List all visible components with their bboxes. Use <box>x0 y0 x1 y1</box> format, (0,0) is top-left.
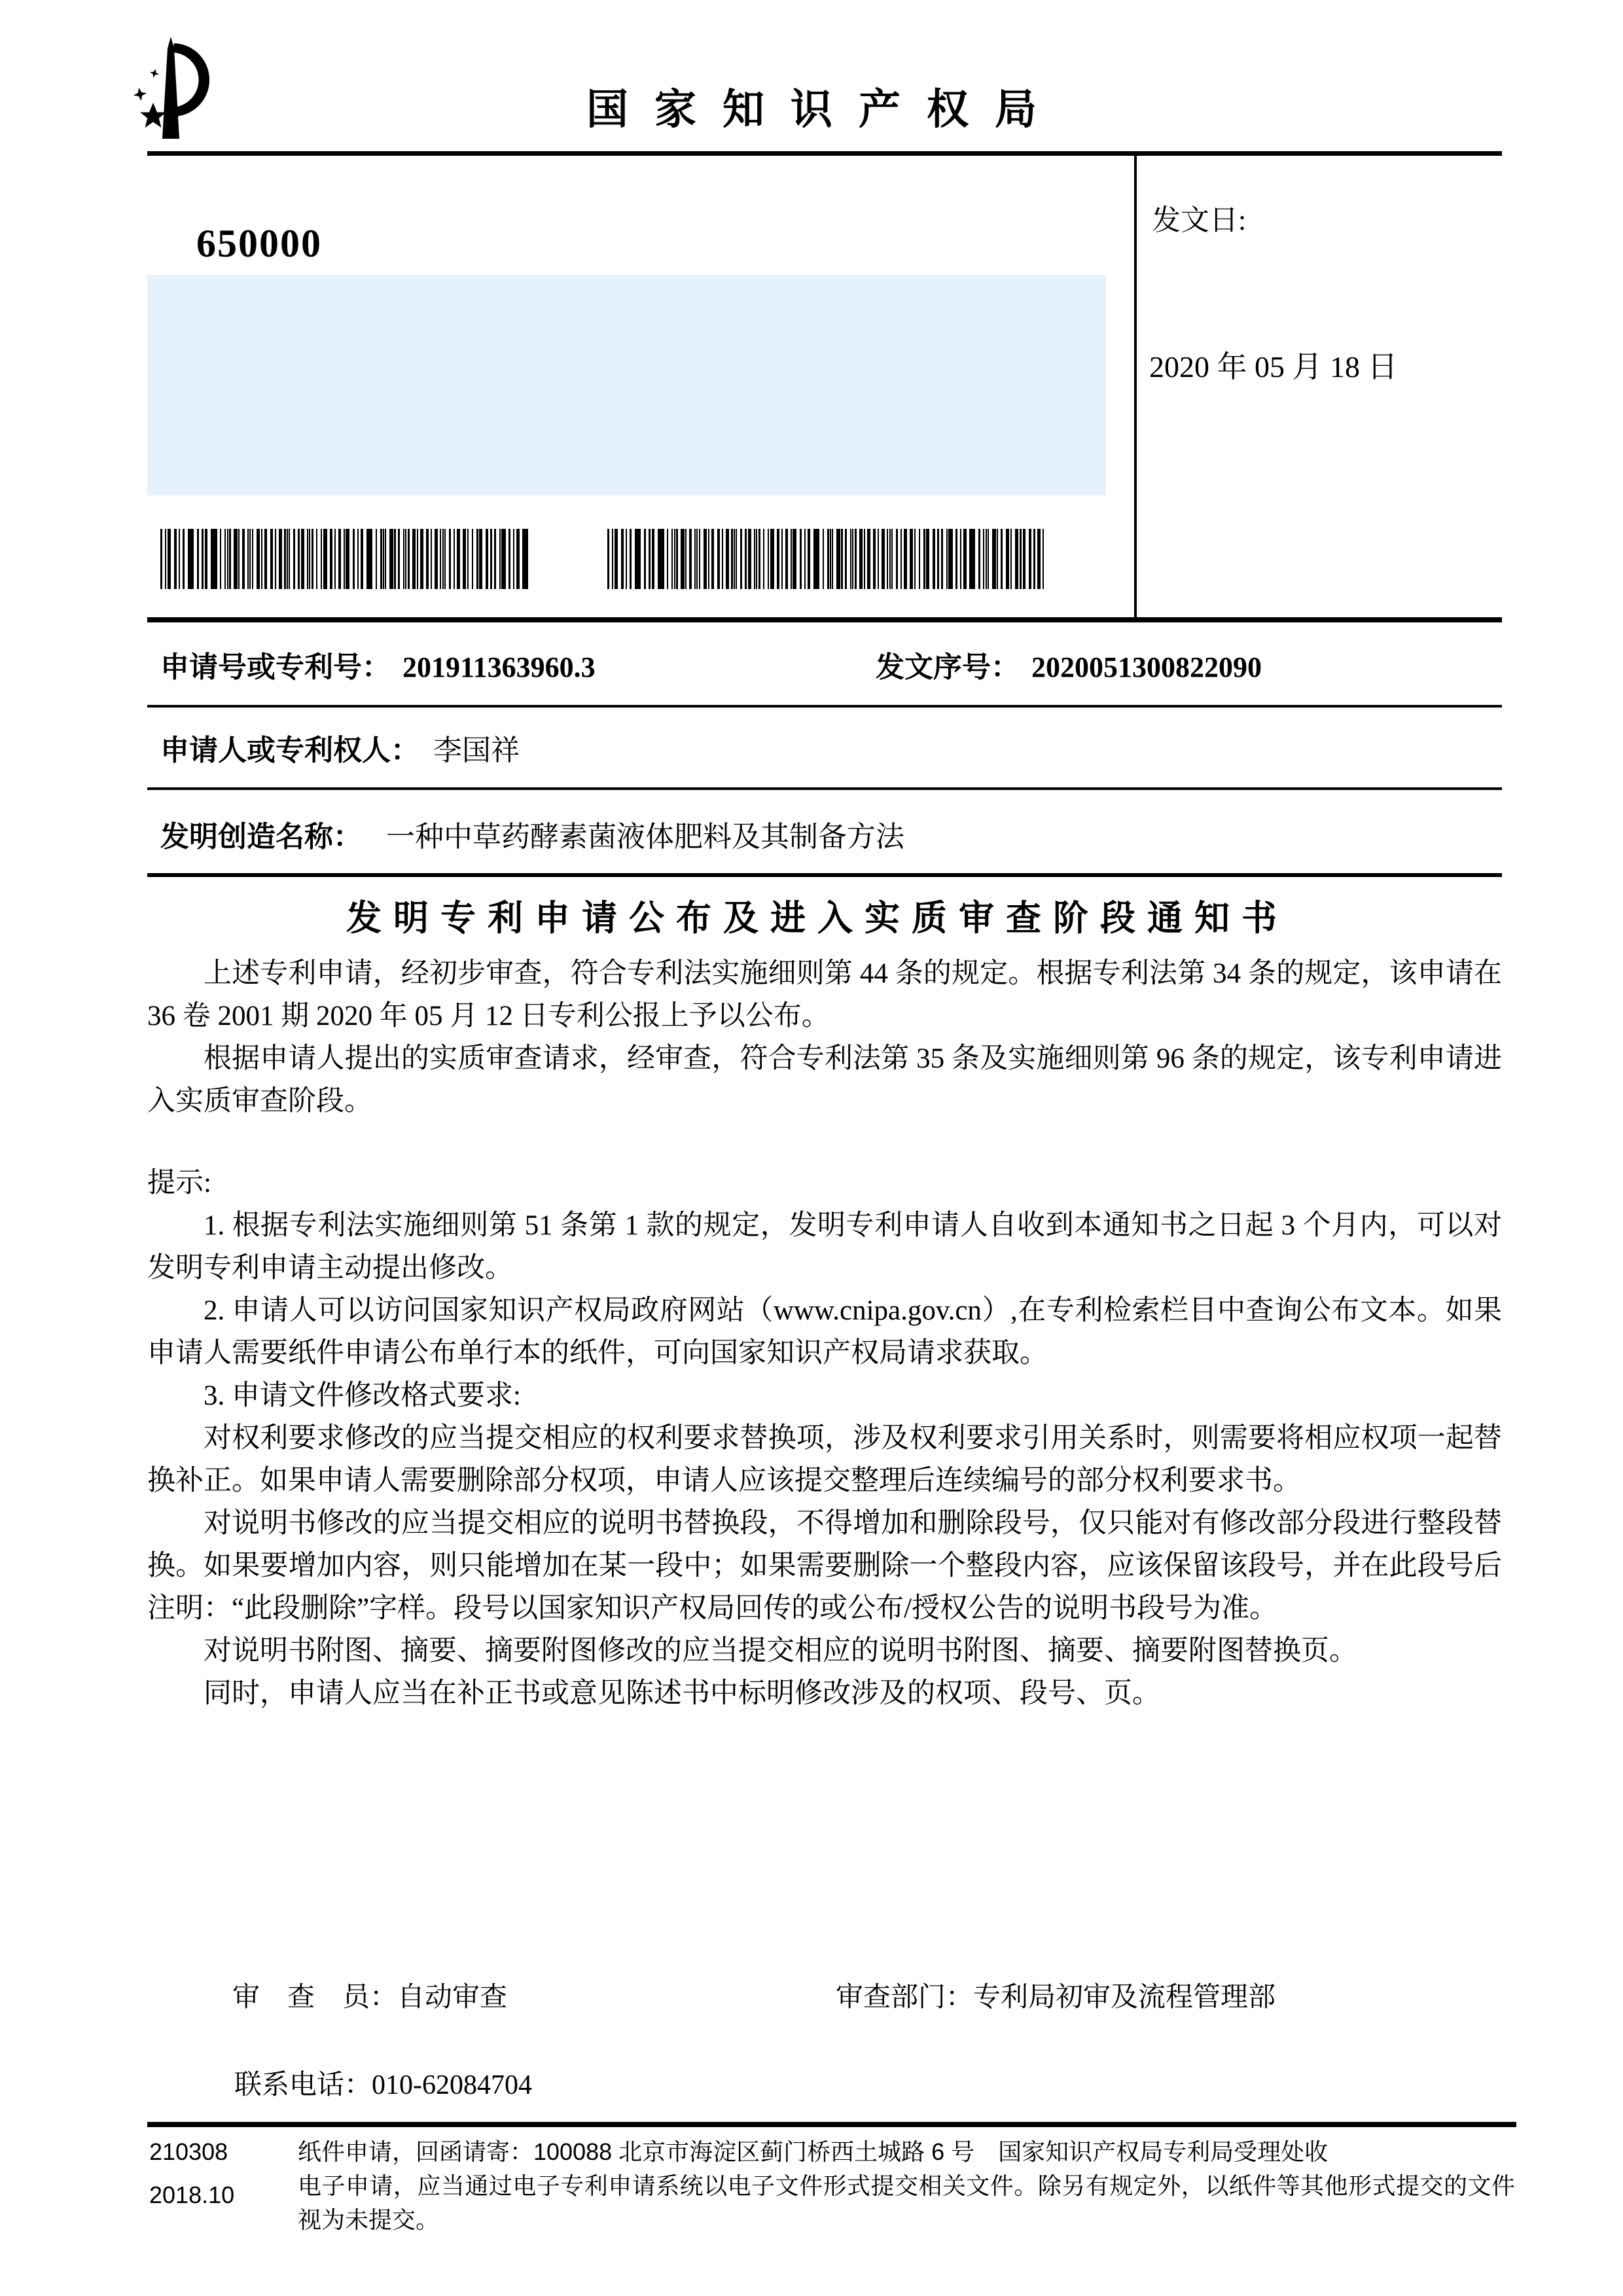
footer-rule <box>147 2122 1516 2127</box>
notice-paragraph: 上述专利申请，经初步审查，符合专利法实施细则第 44 条的规定。根据专利法第 34 条的规定，该申请在 36 卷 2001 期 2020 年 05 月 12 日专利公报上予以公布。 <box>147 958 1502 1031</box>
applicant-value: 李国祥 <box>433 734 520 766</box>
dispatch-date-label: 发文日: <box>1152 204 1247 236</box>
agency-title: 国家知识产权局 <box>586 86 1063 133</box>
postal-code: 650000 <box>196 222 322 265</box>
header-rule <box>147 151 1502 156</box>
phone-field <box>234 2063 532 2102</box>
footer-instructions <box>298 2135 1515 2237</box>
tip-item: 对权利要求修改的应当提交相应的权利要求替换项，涉及权利要求引用关系时，则需要将相应权项一起替换补正。如果申请人需要删除部分权项，申请人应该提交整理后连续编号的部分权利要求书。 <box>147 1423 1502 1496</box>
examiner-field <box>232 1975 507 2015</box>
vertical-divider <box>1134 151 1137 622</box>
form-code: 210308 <box>149 2138 228 2165</box>
invention-title-label: 发明创造名称： <box>160 821 362 853</box>
form-date: 2018.10 <box>149 2181 235 2208</box>
tips-label: 提示: <box>147 1168 211 1198</box>
invention-title-value: 一种中草药酵素菌液体肥料及其制备方法 <box>386 821 904 853</box>
applicant-label: 申请人或专利权人： <box>160 734 419 766</box>
row-rule-2 <box>147 787 1502 790</box>
tip-item: 3. 申请文件修改格式要求: <box>204 1380 521 1411</box>
tips-section <box>147 1162 1502 1715</box>
barcode-application <box>160 529 531 589</box>
row-rule-3 <box>147 873 1502 877</box>
dispatch-serial-field <box>876 643 1262 685</box>
mid-rule <box>147 617 1502 622</box>
dispatch-serial-label: 发文序号： <box>876 651 1020 683</box>
application-number-label: 申请号或专利号： <box>160 651 391 683</box>
phone-label: 联系电话： <box>234 2070 372 2100</box>
tip-item: 对说明书附图、摘要、摘要附图修改的应当提交相应的说明书附图、摘要、摘要附图替换页。 <box>204 1636 1357 1666</box>
barcode-dispatch <box>607 529 1044 589</box>
row-rule-1 <box>147 705 1502 708</box>
tip-item: 1. 根据专利法实施细则第 51 条第 1 款的规定，发明专利申请人自收到本通知书之日起 3 个月内，可以对发明专利申请主动提出修改。 <box>147 1210 1502 1283</box>
department-field <box>836 1975 1275 2015</box>
footer-form-codes <box>149 2135 234 2221</box>
notice-body <box>147 952 1502 1122</box>
application-number-value: 201911363960.3 <box>402 651 596 683</box>
dispatch-date-value: 2020 年 05 月 18 日 <box>1149 350 1398 384</box>
address-box <box>147 275 1106 495</box>
department-value: 专利局初审及流程管理部 <box>973 1982 1276 2013</box>
tip-item: 同时，申请人应当在补正书或意见陈述书中标明修改涉及的权项、段号、页。 <box>204 1678 1160 1709</box>
notice-paragraph: 根据申请人提出的实质审查请求，经审查，符合专利法第 35 条及实施细则第 96 条的规定，该专利申请进入实质审查阶段。 <box>147 1043 1502 1117</box>
examiner-label: 审 查 员： <box>232 1982 398 2013</box>
dispatch-serial-value: 2020051300822090 <box>1031 651 1262 683</box>
department-label: 审查部门： <box>836 1982 974 2013</box>
tip-item: 2. 申请人可以访问国家知识产权局政府网站（www.cnipa.gov.cn）,在专利检索栏目中查询公布文本。如果申请人需要纸件申请公布单行本的纸件，可向国家知识产权局请求获取。 <box>147 1295 1502 1369</box>
examiner-value: 自动审查 <box>397 1982 508 2013</box>
application-number-field <box>160 643 596 685</box>
tip-item: 对说明书修改的应当提交相应的说明书替换段，不得增加和删除段号，仅只能对有修改部分段进行整段替换。如果要增加内容，则只能增加在某一段中；如果需要删除一个整段内容，应该保留该段号，并在此段号后注明：“此段删除”字样。段号以国家知识产权局回传的或公布/授权公告的说明书段号为准。 <box>147 1508 1502 1624</box>
footer-paper-line: 纸件申请，回函请寄：100088 北京市海淀区蓟门桥西土城路 6 号 国家知识产权局专利局受理处收 <box>298 2138 1329 2165</box>
footer-electronic-line: 电子申请，应当通过电子专利申请系统以电子文件形式提交相关文件。除另有规定外，以纸件等其他形式提交的文件视为未提交。 <box>298 2172 1515 2233</box>
notice-title: 发明专利申请公布及进入实质审查阶段通知书 <box>346 899 1289 938</box>
phone-value: 010-62084704 <box>372 2070 533 2100</box>
